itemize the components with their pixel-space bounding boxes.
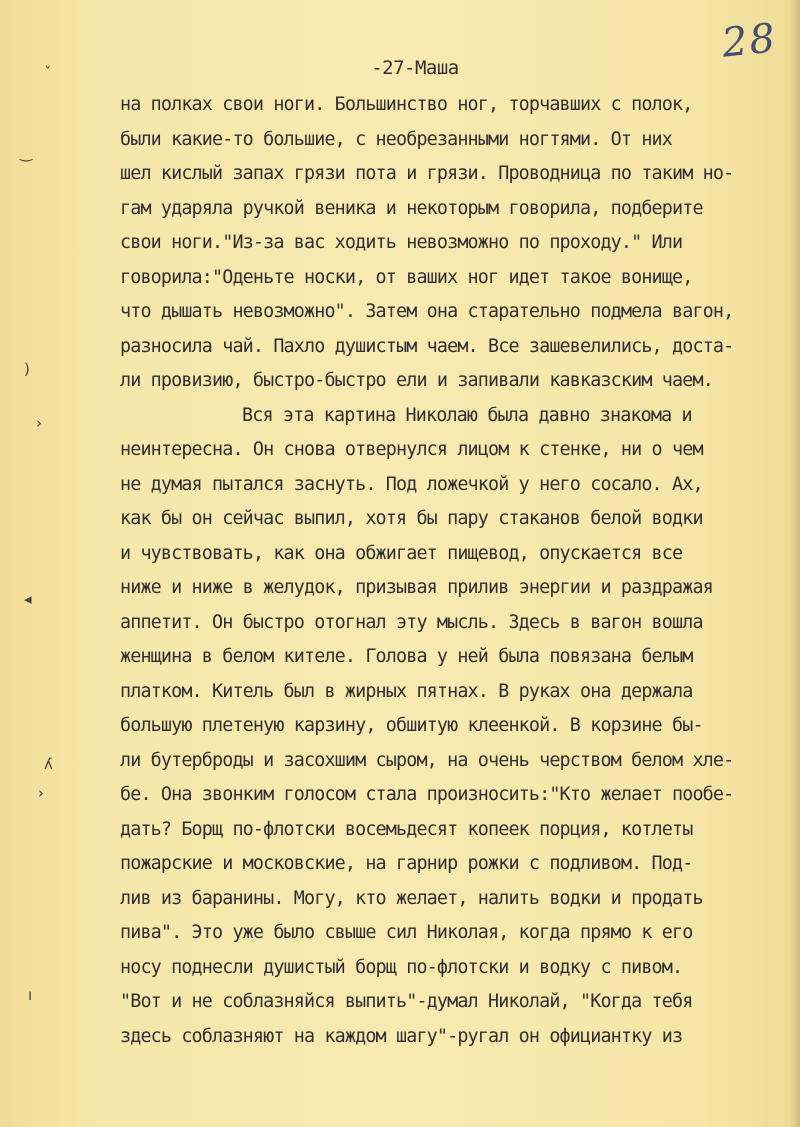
- binding-hole-mark-icon: ˇ: [44, 64, 52, 82]
- text-line: ниже и ниже в желудок, призывая прилив энергии и раздражая: [120, 577, 713, 598]
- text-line: говорила:"Оденьте носки, от ваших ног идет такое вонище,: [120, 266, 693, 288]
- text-line: свои ноги."Из-за вас ходить невозможно по проходу." Или: [120, 232, 683, 253]
- text-line: "Вот и не соблазняйся выпить"-думал Николай, "Когда тебя: [120, 991, 693, 1012]
- text-line: пожарские и московские, на гарнир рожки с подливом. Под-: [120, 853, 693, 874]
- text-line: аппетит. Он быстро отогнал эту мысль. Здесь в вагон вошла: [120, 611, 703, 633]
- text-line: не думая пытался заснуть. Под ложечкой у него сосало. Ах,: [120, 473, 703, 495]
- binding-hole-mark-icon: ʎ: [44, 755, 53, 773]
- text-line: шел кислый запах грязи пота и грязи. Проводница по таким но-: [120, 163, 734, 184]
- text-line: гам ударяла ручкой веника и некоторым говорила, подберите: [120, 197, 703, 219]
- text-line: на полках свои ноги. Большинство ног, торчавших с полок,: [120, 94, 693, 115]
- typed-text-body: [120, 88, 780, 1054]
- binding-hole-mark-icon: ›: [38, 784, 44, 802]
- binding-hole-mark-icon: ): [24, 360, 30, 378]
- text-line: ли провизию, быстро-быстро ели и запивали кавказским чаем.: [120, 370, 713, 391]
- binding-hole-mark-icon: ◂: [24, 590, 32, 608]
- binding-hole-mark-icon: ›: [36, 414, 42, 432]
- text-line: ли бутерброды и засохшим сыром, на очень черством белом хле-: [120, 749, 734, 771]
- text-line: лив из баранины. Могу, кто желает, налить водки и продать: [120, 887, 703, 909]
- binding-hole-mark-icon: ‿: [20, 144, 33, 162]
- text-line: дать? Борщ по-флотски восемьдесят копеек порция, котлеты: [120, 818, 693, 840]
- page-edge-shadow: [790, 0, 800, 1127]
- text-line: пива". Это уже было свыше сил Николая, когда прямо к его: [120, 922, 693, 943]
- text-line: как бы он сейчас выпил, хотя бы пару стаканов белой водки: [120, 508, 703, 529]
- text-line: и чувствовать, как она обжигает пищевод, опускается все: [120, 542, 683, 564]
- text-line: бе. Она звонким голосом стала произносить:"Кто желает пообе-: [120, 784, 734, 805]
- text-line: здесь соблазняют на каждом шагу"-ругал он официантку из: [120, 1025, 683, 1047]
- binding-hole-mark-icon: ı: [28, 986, 33, 1004]
- text-line: неинтересна. Он снова отвернулся лицом к стенке, ни о чем: [120, 439, 703, 460]
- handwritten-page-number: 28: [719, 15, 780, 67]
- text-line: Вся эта картина Николаю была давно знакома и: [242, 404, 692, 426]
- text-line: большую плетеную карзину, обшитую клеенкой. В корзине бы-: [120, 715, 703, 736]
- text-line: платком. Китель был в жирных пятнах. В руках она держала: [120, 680, 693, 702]
- text-line: носу поднесли душистый борщ по-флотски и водку с пивом.: [120, 956, 683, 978]
- text-line: были какие-то большие, с необрезанными ногтями. От них: [120, 128, 672, 150]
- page-header: -27-Маша: [371, 57, 459, 79]
- text-line: женщина в белом кителе. Голова у ней была повязана белым: [120, 646, 693, 667]
- text-line: что дышать невозможно". Затем она старательно подмела вагон,: [120, 301, 734, 322]
- text-line: разносила чай. Пахло душистым чаем. Все зашевелились, доста-: [120, 335, 734, 357]
